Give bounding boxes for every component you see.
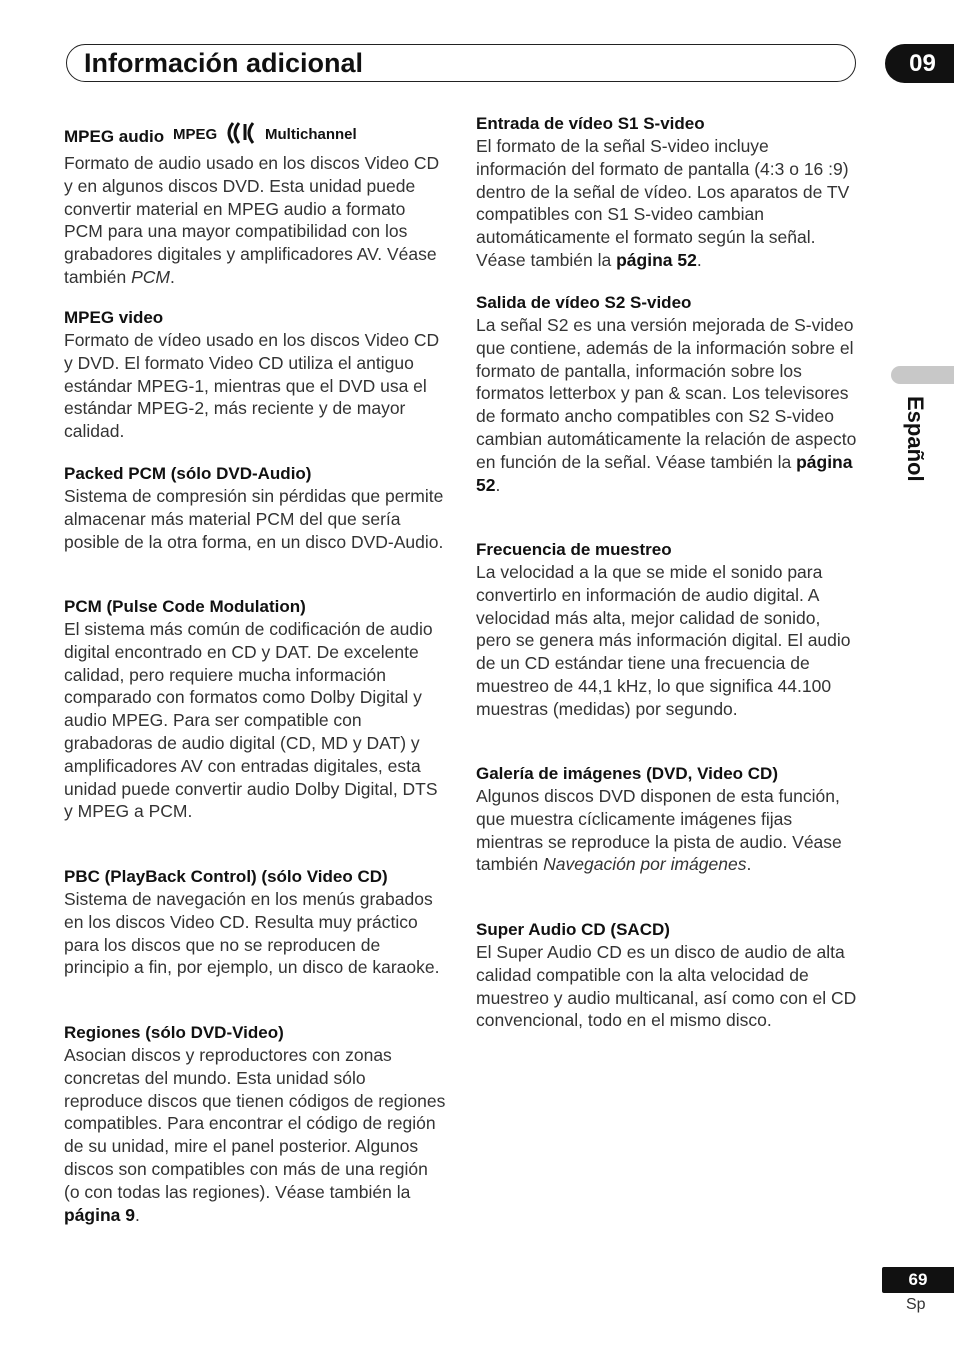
glossary-entry bbox=[476, 291, 860, 496]
page-number: 69 bbox=[882, 1267, 954, 1293]
term-definition: Asocian discos y reproductores con zonas concretas del mundo. Esta unidad sólo reproduce discos que tienen códigos de regiones compatibles. Para encontrar el código de región de su unidad, mire el panel posterior. Algunos discos son compatibles con más de una región (o con todas las regiones). Véase también la página 9. bbox=[64, 1045, 446, 1225]
term-definition: La señal S2 es una versión mejorada de S-video que contiene, además de la información sobre el formato de pantalla, información sobre los formatos letterbox y pan & scan. Los televisores de formato ancho compatibles con S2 S-video cambian automáticamente la relación de aspecto en función de la señal. Véase también la página 52. bbox=[476, 315, 857, 495]
term-definition: Formato de audio usado en los discos Video CD y en algunos discos DVD. Esta unidad puede convertir material en MPEG audio a formato PCM para una mayor compatibilidad con los grabadores digitales y amplificadores AV. Véase también PCM. bbox=[64, 153, 440, 287]
term-heading: Packed PCM (sólo DVD-Audio) bbox=[64, 464, 312, 483]
term-heading: PCM (Pulse Code Modulation) bbox=[64, 597, 306, 616]
term-heading: Regiones (sólo DVD-Video) bbox=[64, 1023, 284, 1042]
glossary-entry bbox=[64, 865, 448, 979]
svg-text:MPEG: MPEG bbox=[172, 126, 218, 143]
glossary-entry bbox=[64, 595, 448, 823]
term-definition: Sistema de navegación en los menús grabados en los discos Video CD. Resulta muy práctico para los discos que no se reproducen de principio a fin, por ejemplo, un disco de karaoke. bbox=[64, 889, 440, 978]
glossary-entry bbox=[476, 538, 860, 721]
glossary-entry bbox=[64, 462, 448, 553]
term-label: MPEG audio bbox=[64, 127, 165, 146]
svg-text:Multichannel: Multichannel bbox=[264, 126, 357, 143]
term-heading: Entrada de vídeo S1 S-video bbox=[476, 114, 705, 133]
term-heading bbox=[64, 120, 448, 152]
term-heading: Super Audio CD (SACD) bbox=[476, 920, 670, 939]
term-heading: Galería de imágenes (DVD, Video CD) bbox=[476, 764, 778, 783]
page-title: Información adicional bbox=[84, 48, 364, 78]
mpeg-multichannel-logo bbox=[173, 120, 373, 152]
term-heading: Salida de vídeo S2 S-video bbox=[476, 293, 692, 312]
term-definition: Sistema de compresión sin pérdidas que permite almacenar más material PCM del que sería posible de la otra forma, en un disco DVD-Audio. bbox=[64, 486, 444, 552]
term-heading: PBC (PlayBack Control) (sólo Video CD) bbox=[64, 867, 388, 886]
term-definition: Formato de vídeo usado en los discos Video CD y DVD. El formato Video CD utiliza el antiguo estándar MPEG-1, mientras que el DVD usa el estándar MPEG-2, más reciente y de mayor calidad. bbox=[64, 330, 440, 442]
term-definition: El sistema más común de codificación de audio digital encontrado en CD y DAT. De excelente calidad, pero requiere mucha información comparado con formatos como Dolby Digital y audio MPEG. Para ser compatible con grabadoras de audio digital (CD, MD y DAT) y amplificadores AV con entradas digitales, esta unidad puede convertir audio Dolby Digital, DTS y MPEG a PCM. bbox=[64, 619, 438, 822]
glossary-entry bbox=[476, 112, 860, 272]
glossary-entry bbox=[64, 1021, 448, 1226]
language-tab bbox=[891, 366, 954, 384]
glossary-entry bbox=[476, 762, 860, 876]
term-heading: MPEG video bbox=[64, 308, 164, 327]
page-reference: página 52 bbox=[616, 249, 697, 270]
term-definition: Algunos discos DVD disponen de esta función, que muestra cíclicamente imágenes fijas mientras se reproduce la pista de audio. Véase también Navegación por imágenes. bbox=[476, 786, 842, 875]
page-reference: página 52 bbox=[476, 451, 853, 495]
page-language-code: Sp bbox=[906, 1296, 926, 1313]
glossary-entry bbox=[64, 120, 448, 289]
glossary-entry bbox=[64, 306, 448, 443]
term-definition: La velocidad a la que se mide el sonido para convertirlo en información de audio digital. A velocidad más alta, mejor calidad de sonido, pero se genera más información digital. El audio de un CD estándar tiene una frecuencia de muestreo de 44,1 kHz, lo que significa 44.100 muestras (medidas) por segundo. bbox=[476, 562, 851, 719]
page-reference: página 9 bbox=[64, 1204, 135, 1225]
chapter-badge: 09 bbox=[885, 44, 954, 83]
glossary-entry bbox=[476, 918, 860, 1032]
term-definition: El formato de la señal S-video incluye información del formato de pantalla (4:3 o 16 :9) dentro de la señal de vídeo. Los aparatos de TV compatibles con S1 S-video cambian automáticamente el formato según la señal. Véase también la página 52. bbox=[476, 136, 850, 270]
language-label: Español bbox=[903, 396, 928, 482]
term-definition: El Super Audio CD es un disco de audio de alta calidad compatible con la alta velocidad de muestreo y audio multicanal, así como con el CD convencional, todo en el mismo disco. bbox=[476, 942, 857, 1031]
term-heading: Frecuencia de muestreo bbox=[476, 540, 672, 559]
